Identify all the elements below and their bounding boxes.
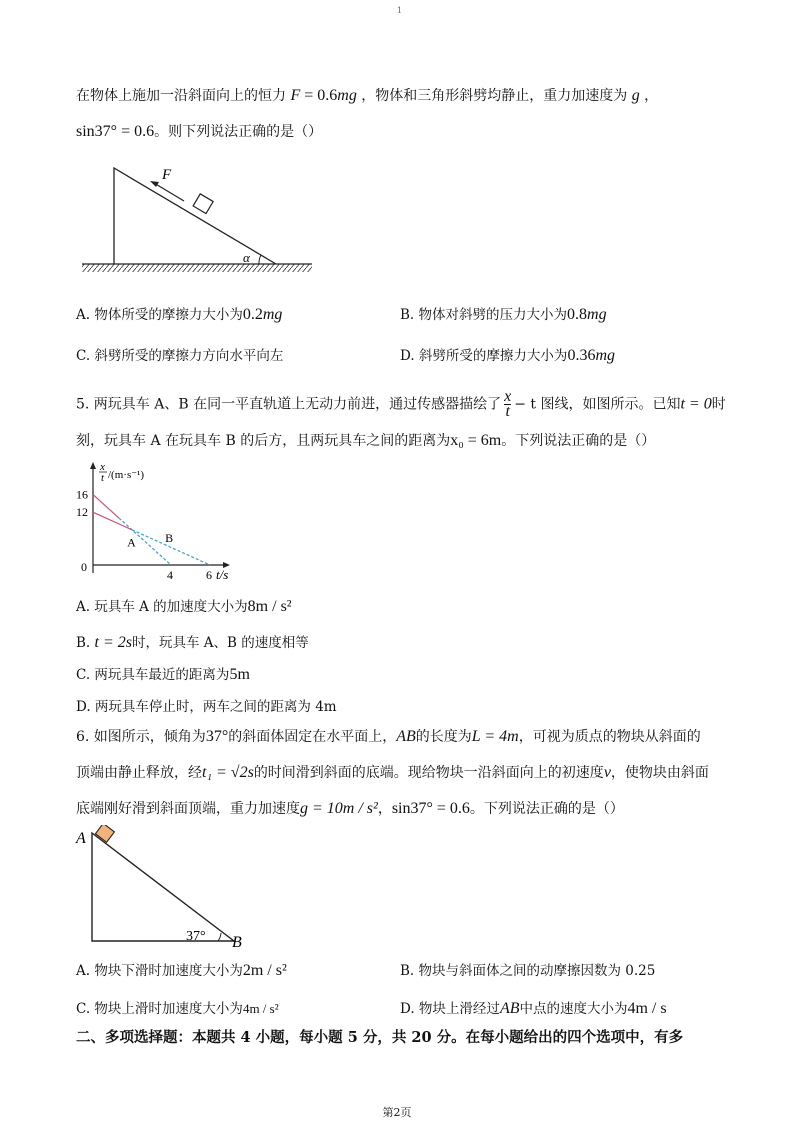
wedge-outline <box>114 168 276 264</box>
q5-text: 5. 两玩具车 A、B 在同一平直轨道上无动力前进，通过传感器描绘了 <box>76 396 502 413</box>
q6-option-c[interactable] <box>76 999 279 1019</box>
block <box>193 194 213 214</box>
q6-stem-line1 <box>76 727 701 747</box>
y-tick-label-16: 16 <box>76 487 88 502</box>
q5-text: − t 图线，如图所示。已知 <box>514 396 681 413</box>
angle-arc <box>259 255 261 264</box>
q6-angle: 37° <box>205 728 229 745</box>
series-b-solid-line <box>93 512 132 530</box>
q6-text: 底端刚好滑到斜面顶端，重力加速度 <box>76 801 300 817</box>
q6-text: ， <box>377 801 392 817</box>
origin-label: 0 <box>81 560 87 574</box>
q4-wedge-figure <box>76 160 316 275</box>
q4-text: 在物体上施加一沿斜面向上的恒力 <box>76 88 291 104</box>
option-text: B. 物体对斜劈的压力大小为 <box>400 307 568 323</box>
q6-length: L = 4m <box>471 728 519 745</box>
x-label: t/s <box>216 567 229 582</box>
q5-stem-line1 <box>76 390 726 419</box>
option-value: 8m / s² <box>247 598 292 615</box>
q4-stem-line2 <box>76 122 322 142</box>
q4-stem-line1 <box>76 86 658 106</box>
option-value: 4m / s² <box>242 1001 279 1016</box>
q5-option-c[interactable] <box>76 665 250 685</box>
q6-v: v <box>603 764 611 781</box>
series-b-label: B <box>165 531 174 546</box>
x-tick-label-6: 6 <box>206 568 212 582</box>
q4-force-unit: mg <box>337 87 357 104</box>
q6-text: ，使物块由斜面 <box>610 765 709 781</box>
series-a-label: A <box>127 535 136 550</box>
q6-stem-line2 <box>76 763 709 783</box>
q4-sin-value: sin37° = 0.6 <box>76 123 155 140</box>
option-text: B. <box>76 635 95 651</box>
q6-text: 的时间滑到斜面的底端。现给物块一沿斜面向上的初速度 <box>253 765 604 781</box>
option-value: 5m <box>229 666 250 683</box>
option-text: A. 物体所受的摩擦力大小为 <box>76 307 243 323</box>
option-unit: mg <box>587 306 607 323</box>
fraction-denominator: t <box>505 403 510 420</box>
option-value: 0.2 <box>242 306 263 323</box>
q5-xt-chart <box>76 460 276 585</box>
y-label-numerator: x <box>100 461 105 473</box>
option-unit: mg <box>595 347 615 364</box>
option-text: 时，玩具车 A、B 的速度相等 <box>131 635 309 651</box>
q5-option-d[interactable]: D. 两玩具车停止时，两车之间的距离为 4m <box>76 699 337 715</box>
q4-option-c[interactable]: C. 斜劈所受的摩擦力方向水平向左 <box>76 348 284 364</box>
q6-incline-figure <box>72 825 262 955</box>
q4-text: ， <box>639 88 659 104</box>
q6-sin: sin37° = 0.6 <box>391 800 470 817</box>
y-axis-arrow <box>90 462 96 469</box>
q4-option-b[interactable] <box>400 305 607 325</box>
x-tick-label-4: 4 <box>167 568 173 582</box>
section-2-heading: 二、多项选择题：本题共 4 小题，每小题 5 分，共 20 分。在每小题给出的四个选项中，有多 <box>76 1029 684 1046</box>
option-ab: AB <box>499 1000 520 1017</box>
force-label: F <box>162 167 172 183</box>
q4-g-symbol: g <box>631 87 640 104</box>
q6-ab: AB <box>396 728 416 745</box>
point-a-label: A <box>76 830 86 847</box>
option-value: 4m / s <box>627 1000 667 1017</box>
q4-option-d[interactable] <box>400 346 615 366</box>
q5-option-a[interactable] <box>76 597 292 617</box>
q6-stem-line3 <box>76 799 624 819</box>
ground-hatch <box>82 264 312 272</box>
option-text: 中点的速度大小为 <box>519 1001 628 1017</box>
y-tick-label-12: 12 <box>76 505 88 520</box>
force-arrow <box>154 183 184 201</box>
angle-label: α <box>243 250 250 265</box>
q4-text: ，物体和三角形斜劈均静止，重力加速度为 <box>356 88 632 104</box>
q5-stem-line2 <box>76 431 655 451</box>
incline-triangle <box>92 833 234 941</box>
q5-text: 刻，玩具车 A 在玩具车 B 的后方，且两玩具车之间的距离为 <box>76 433 451 449</box>
q4-text: 。则下列说法正确的是（） <box>154 124 323 140</box>
page-top-mark: 1 <box>397 6 403 15</box>
q4-option-a[interactable] <box>76 305 282 325</box>
q6-text: 顶端由静止释放，经 <box>76 765 202 781</box>
q5-text: 。下列说法正确的是（） <box>501 433 656 449</box>
q6-text: 的长度为 <box>415 729 472 745</box>
page-footer: 第2页 <box>382 1106 412 1119</box>
y-label-unit: /(m·s⁻¹) <box>108 469 144 481</box>
option-value: 0.8 <box>567 306 588 323</box>
fraction-numerator: x <box>504 388 512 405</box>
point-b-label: B <box>232 934 242 951</box>
option-text: A. 物块下滑时加速度大小为 <box>76 963 243 979</box>
q6-text: ，可视为质点的物块从斜面的 <box>518 729 701 745</box>
option-unit: mg <box>262 306 283 323</box>
force-arrowhead <box>150 181 159 187</box>
q6-g: g = 10m / s² <box>300 800 378 817</box>
q5-fraction <box>504 390 511 419</box>
q6-text: 。下列说法正确的是（） <box>469 801 624 817</box>
q6-option-b[interactable]: B. 物块与斜面体之间的动摩擦因数为 0.25 <box>400 963 656 979</box>
option-text: D. 物块上滑经过 <box>400 1001 500 1017</box>
q4-force-symbol: F <box>290 87 301 104</box>
option-text: D. 斜劈所受的摩擦力大小为 <box>400 348 568 364</box>
option-value: 0.36 <box>567 347 596 364</box>
angle-label: 37° <box>186 929 206 944</box>
q4-force-value: = 0.6 <box>300 87 338 104</box>
q6-option-d[interactable] <box>400 999 667 1019</box>
q5-text: 时 <box>711 396 726 413</box>
q6-option-a[interactable] <box>76 961 287 981</box>
q6-time: t₁ = √2s <box>202 764 254 781</box>
option-value: t = 2s <box>94 634 132 651</box>
option-text: A. 玩具车 A 的加速度大小为 <box>76 599 248 615</box>
y-label-denominator: t <box>101 472 105 484</box>
option-text: C. 两玩具车最近的距离为 <box>76 667 230 683</box>
q5-x0: x₀ = 6m <box>450 432 502 449</box>
option-text: C. 物块上滑时加速度大小为 <box>76 1001 243 1017</box>
option-value: 2m / s² <box>242 962 287 979</box>
q5-option-b[interactable] <box>76 633 309 653</box>
q5-t0: t = 0 <box>680 395 712 413</box>
q6-text: 6. 如图所示，倾角为 <box>76 729 206 745</box>
q6-text: 的斜面体固定在水平面上， <box>228 729 397 745</box>
